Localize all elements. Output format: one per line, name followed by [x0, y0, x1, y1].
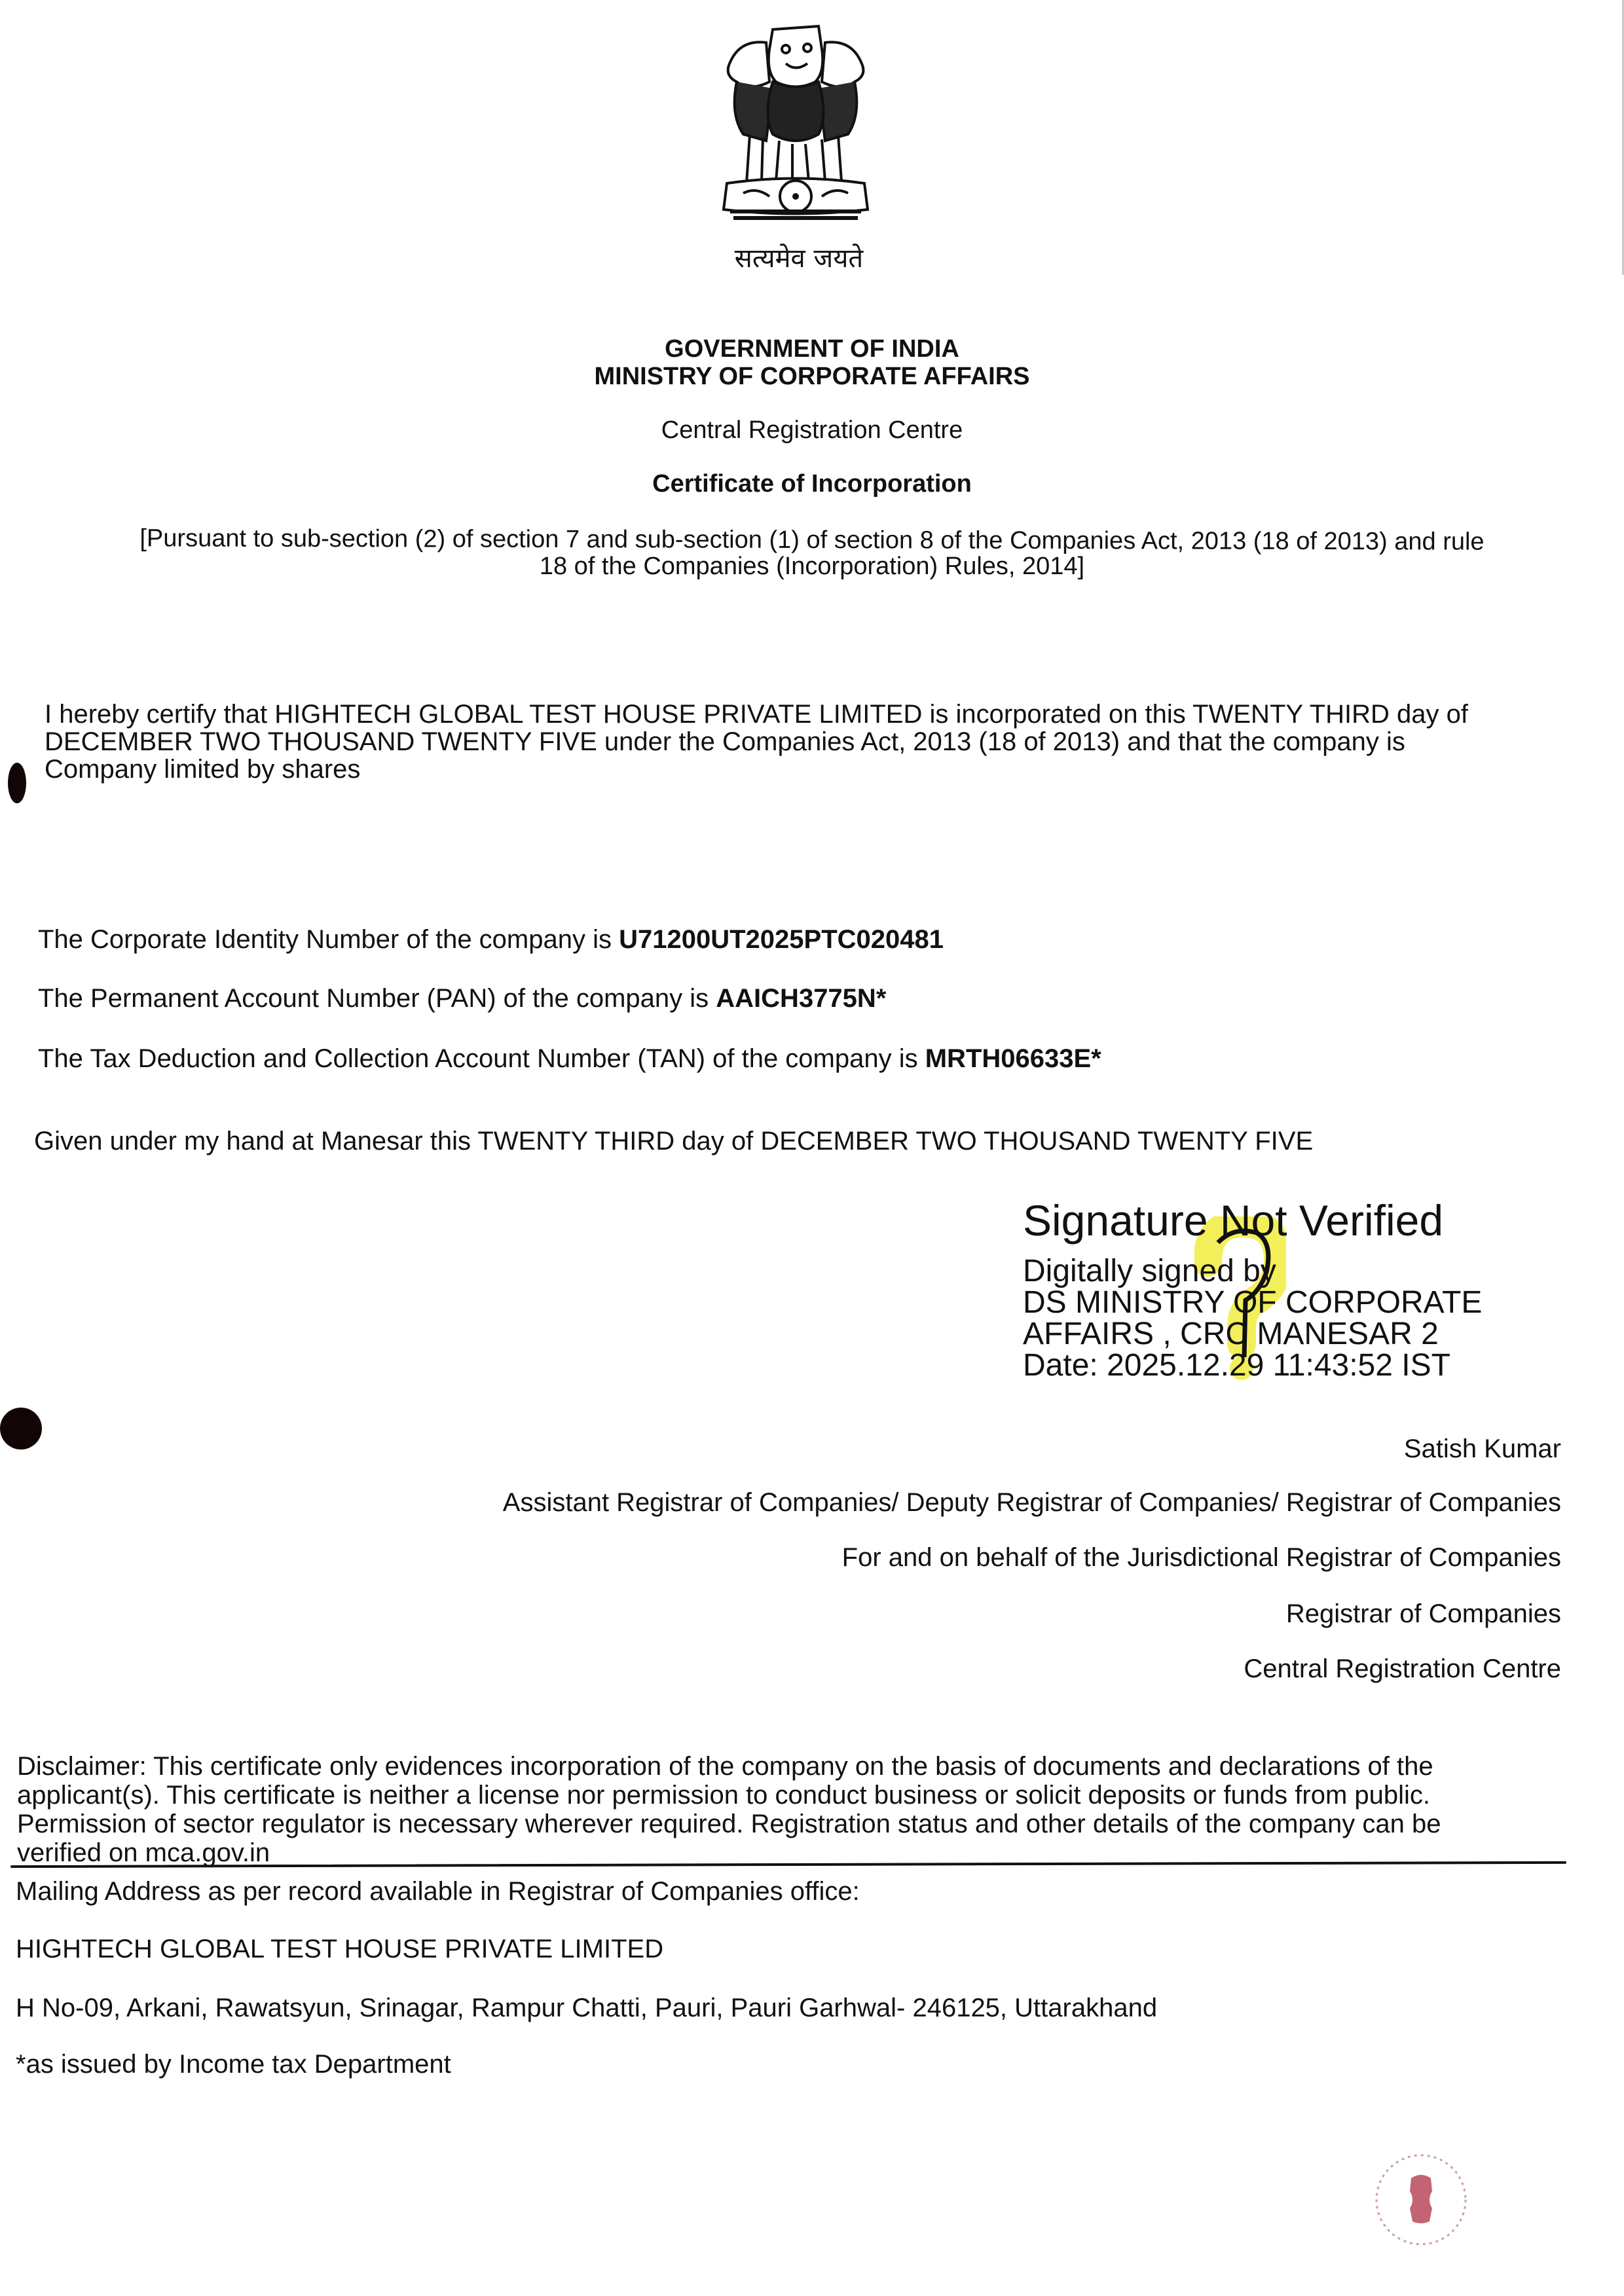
pan-value: AAICH3775N* [716, 984, 887, 1013]
certificate-title: Certificate of Incorporation [652, 470, 972, 498]
emblem-motto: सत्यमेव जयते [734, 244, 864, 274]
ministry-heading: MINISTRY OF CORPORATE AFFAIRS [594, 363, 1030, 390]
pursuant-line-1: [Pursuant to sub-section (2) of section 7 and sub-section (1) of section 8 of the Companies Act, 2013 (18 of 2013) and rule [139, 524, 1485, 556]
pursuant-line-2: 18 of the Companies (Incorporation) Rules, 2014] [539, 553, 1085, 580]
mailing-company-name: HIGHTECH GLOBAL TEST HOUSE PRIVATE LIMITED [16, 1935, 664, 1963]
registration-centre: Central Registration Centre [1244, 1654, 1561, 1683]
tan-label: The Tax Deduction and Collection Account Number (TAN) of the company is [38, 1044, 925, 1073]
disclaimer-line-2: applicant(s). This certificate is neither a license nor permission to conduct business or solicit deposits or funds from public. [17, 1781, 1431, 1810]
punch-hole-mark [8, 763, 26, 803]
pan-row [38, 983, 886, 1013]
disclaimer-line-4: verified on mca.gov.in [17, 1838, 270, 1867]
certification-line-2: DECEMBER TWO THOUSAND TWENTY FIVE under the Companies Act, 2013 (18 of 2013) and that the company is [45, 727, 1405, 756]
signatory-designation: Assistant Registrar of Companies/ Deputy Registrar of Companies/ Registrar of Companies [502, 1488, 1561, 1517]
mailing-address-label: Mailing Address as per record available in Registrar of Companies office: [16, 1877, 860, 1906]
signature-status: Signature Not Verified [1023, 1196, 1444, 1245]
mailing-address: H No-09, Arkani, Rawatsyun, Srinagar, Rampur Chatti, Pauri, Pauri Garhwal- 246125, Uttarakhand [16, 1994, 1158, 2022]
disclaimer [17, 1752, 1569, 1867]
signer-name-line-1: DS MINISTRY OF CORPORATE [1023, 1285, 1483, 1320]
signer-name-line-2: AFFAIRS , CRC MANESAR 2 [1023, 1317, 1439, 1351]
disclaimer-line-1: Disclaimer: This certificate only evidences incorporation of the company on the basis of documents and declarations of the [17, 1752, 1433, 1781]
signature-date: Date: 2025.12.29 11:43:52 IST [1023, 1348, 1450, 1383]
punch-hole-mark [0, 1408, 42, 1449]
certification-line-1: I hereby certify that HIGHTECH GLOBAL TEST HOUSE PRIVATE LIMITED is incorporated on this TWENTY THIRD day of [45, 700, 1469, 729]
cin-label: The Corporate Identity Number of the company is [38, 925, 619, 954]
registrar-office: Registrar of Companies [1285, 1599, 1561, 1628]
cin-row [38, 924, 944, 955]
official-seal-stamp-icon [1372, 2151, 1470, 2249]
signatory-name: Satish Kumar [1403, 1434, 1561, 1463]
tan-row [38, 1044, 1101, 1074]
certification-line-3: Company limited by shares [45, 755, 361, 784]
on-behalf-of: For and on behalf of the Jurisdictional Registrar of Companies [841, 1543, 1561, 1572]
office-name: Central Registration Centre [661, 416, 963, 444]
cin-value: U71200UT2025PTC020481 [619, 925, 944, 954]
pan-label: The Permanent Account Number (PAN) of the company is [38, 984, 716, 1013]
disclaimer-line-3: Permission of sector regulator is necessary wherever required. Registration status and other details of the company can be [17, 1810, 1441, 1838]
given-under-hand: Given under my hand at Manesar this TWENTY THIRD day of DECEMBER TWO THOUSAND TWENTY FIVE [34, 1127, 1314, 1156]
digital-signature-block [1023, 1197, 1521, 1381]
national-emblem-icon [710, 10, 881, 236]
govt-heading: GOVERNMENT OF INDIA [665, 335, 959, 363]
tan-value: MRTH06633E* [925, 1044, 1101, 1073]
signed-by-label: Digitally signed by [1023, 1254, 1276, 1288]
pan-tan-footnote: *as issued by Income tax Department [16, 2050, 451, 2079]
